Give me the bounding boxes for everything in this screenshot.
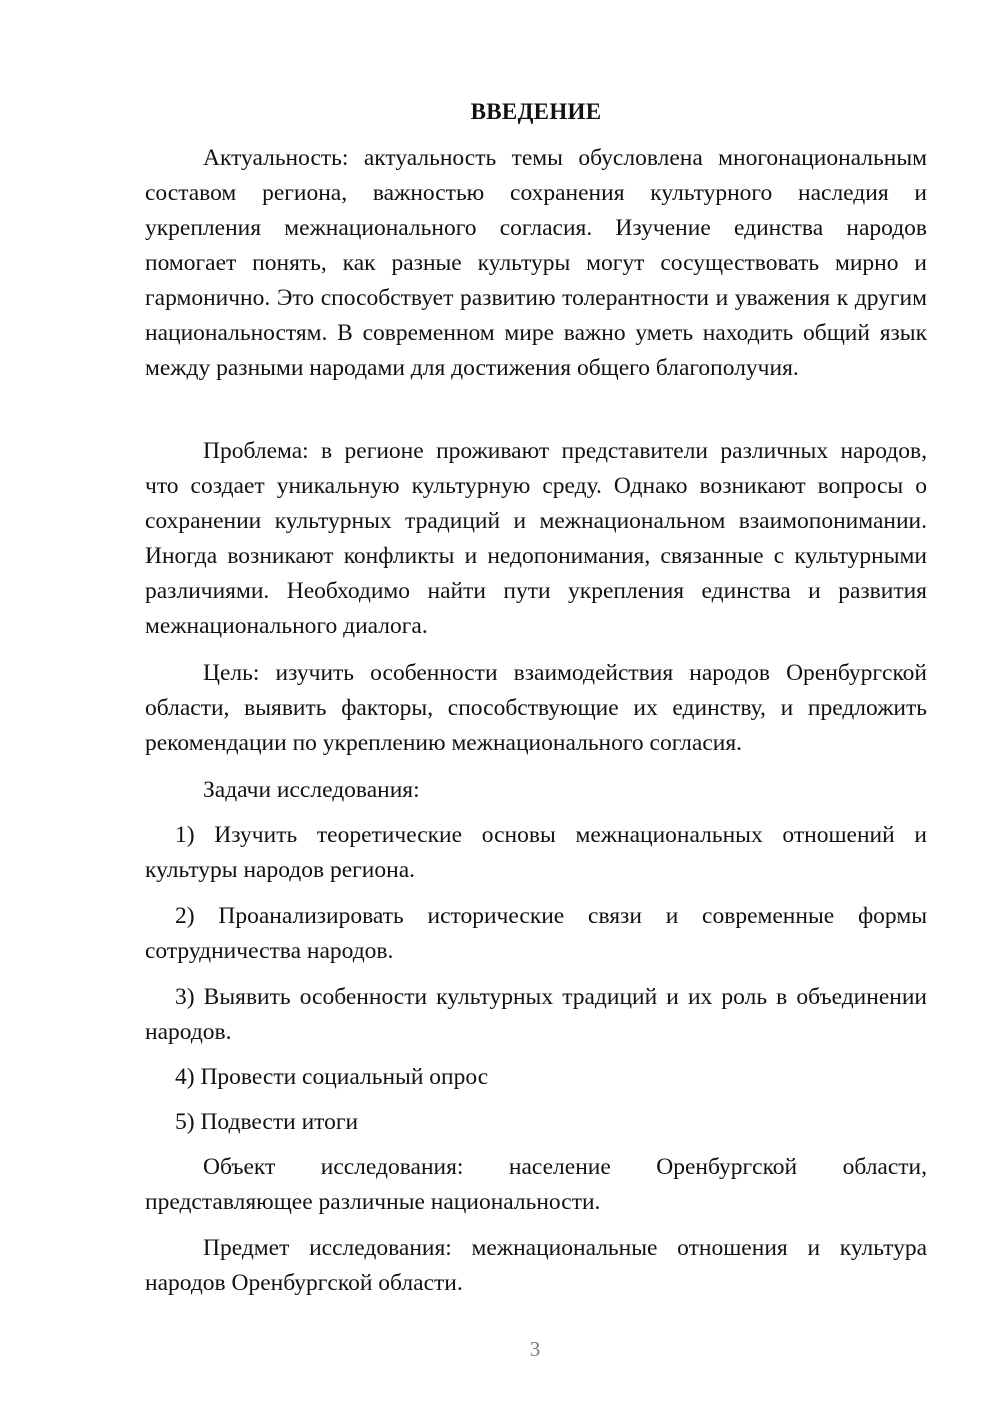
task-item-1: 1) Изучить теоретические основы межнациональных отношений и культуры народов региона.: [145, 822, 927, 883]
task-item-5: 5) Подвести итоги: [175, 1109, 359, 1135]
task-item-3: 3) Выявить особенности культурных традиций и их роль в объединении народов.: [145, 984, 927, 1045]
page-number: 3: [529, 1337, 541, 1361]
problem-paragraph: Проблема: в регионе проживают представители различных народов, что создает уникальную культурную среду. Однако возникают вопросы о сохранении культурных традиций и межнациональном взаимопонимании. Иногда возникают конфликты и недопонимания, связанные с культурными различиями. Необходимо найти пути укрепления единства и развития межнационального диалога.: [145, 438, 927, 639]
task-item-4: 4) Провести социальный опрос: [175, 1064, 489, 1090]
tasks-heading: Задачи исследования:: [203, 777, 420, 803]
object-paragraph: Объект исследования: население Оренбургской области, представляющее различные национальности.: [145, 1154, 927, 1215]
goal-paragraph: Цель: изучить особенности взаимодействия народов Оренбургской области, выявить факторы, способствующие их единству, и предложить рекомендации по укреплению межнационального согласия.: [145, 660, 927, 756]
relevance-paragraph: Актуальность: актуальность темы обусловлена многонациональным составом региона, важностью сохранения культурного наследия и укрепления межнационального согласия. Изучение единства народов помогает понять, как разные культуры могут сосуществовать мирно и гармонично. Это способствует развитию толерантности и уважения к другим национальностям. В современном мире важно уметь находить общий язык между разными народами для достижения общего благополучия.: [145, 145, 927, 381]
task-item-2: 2) Проанализировать исторические связи и современные формы сотрудничества народов.: [145, 903, 927, 964]
page-title: ВВЕДЕНИЕ: [470, 99, 602, 124]
subject-paragraph: Предмет исследования: межнациональные отношения и культура народов Оренбургской области.: [145, 1235, 927, 1296]
